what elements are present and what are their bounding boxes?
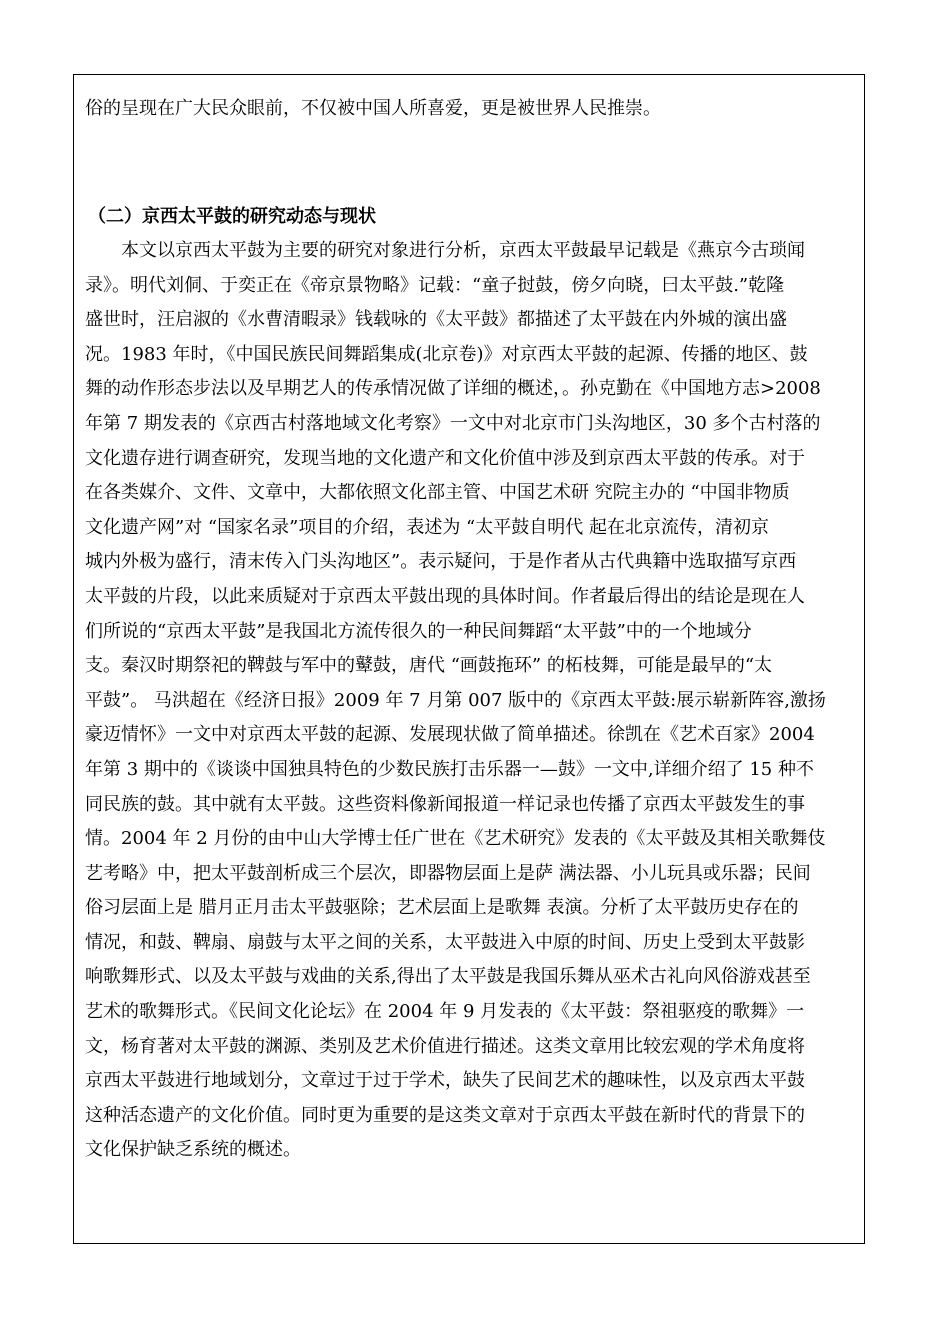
paragraph-line: 本文以京西太平鼓为主要的研究对象进行分析，京西太平鼓最早记载是《燕京今古琐闻	[121, 240, 805, 261]
paragraph-line: 年第 3 期中的《谈谈中国独具特色的少数民族打击乐器一—鼓》一文中,详细介绍了 15 种不	[85, 758, 814, 780]
paragraph-line: 舞的动作形态步法以及早期艺人的传承情况做了详细的概述，。孙克勤在《中国地方志>2008	[85, 378, 821, 400]
paragraph-line: 盛世时，汪启淑的《水曹清暇录》钱载咏的《太平鼓》都描述了太平鼓在内外城的演出盛	[85, 309, 787, 331]
paragraph-line: 况。1983 年时，《中国民族民间舞蹈集成(北京卷)》对京西太平鼓的起源、传播的地区、鼓	[85, 343, 808, 365]
paragraph-line: 太平鼓的片段，以此来质疑对于京西太平鼓出现的具体时间。作者最后得出的结论是现在人	[85, 585, 805, 607]
paragraph-line: 支。秦汉时期祭祀的鞞鼓与军中的鼙鼓，唐代 “画鼓拖环” 的柘枝舞，可能是最早的“太	[85, 655, 773, 677]
paragraph-line: 年第 7 期发表的《京西古村落地域文化考察》一文中对北京市门头沟地区，30 多个古村落的	[85, 412, 821, 434]
body-paragraph	[85, 234, 857, 1168]
paragraph-line: 平鼓”。 马洪超在《经济日报》2009 年 7 月第 007 版中的《京西太平鼓:展示崭新阵容,激扬	[85, 689, 826, 711]
paragraph-line: 情。2004 年 2 月份的由中山大学博士任广世在《艺术研究》发表的《太平鼓及其相关歌舞伎	[85, 828, 826, 850]
paragraph-line: 文化遗存进行调查研究，发现当地的文化遗产和文化价值中涉及到京西太平鼓的传承。对于	[85, 447, 805, 469]
paragraph-line: 豪迈情怀》一文中对京西太平鼓的起源、发展现状做了简单描述。徐凯在《艺术百家》2004	[85, 724, 815, 746]
paragraph-line: 艺术的歌舞形式。《民间文化论坛》在 2004 年 9 月发表的《太平鼓：祭祖驱疫的歌舞》一	[85, 1001, 805, 1023]
paragraph-line: 京西太平鼓进行地域划分，文章过于过于学术，缺失了民间艺术的趣味性，以及京西太平鼓	[85, 1070, 805, 1092]
paragraph-line: 文化保护缺乏系统的概述。	[85, 1139, 301, 1161]
paragraph-line: 艺考略》中，把太平鼓剖析成三个层次，即器物层面上是萨 满法器、小儿玩具或乐器；民间	[85, 862, 811, 884]
paragraph-line: 俗习层面上是 腊月正月击太平鼓驱除；艺术层面上是歌舞 表演。分析了太平鼓历史存在的	[85, 897, 799, 919]
paragraph-line: 文，杨育著对太平鼓的渊源、类别及艺术价值进行描述。这类文章用比较宏观的学术角度将	[85, 1035, 805, 1057]
paragraph-line: 在各类媒介、文件、文章中，大都依照文化部主管、中国艺术研 究院主办的 “中国非物质	[85, 482, 790, 504]
paragraph-line: 响歌舞形式、以及太平鼓与戏曲的关系,得出了太平鼓是我国乐舞从巫术古礼向风俗游戏甚至	[85, 966, 811, 988]
paragraph-line: 们所说的“京西太平鼓”是我国北方流传很久的一种民间舞蹈“太平鼓”中的一个地域分	[85, 620, 752, 642]
section-heading: （二）京西太平鼓的研究动态与现状	[88, 206, 376, 227]
paragraph-line: 这种活态遗产的文化价值。同时更为重要的是这类文章对于京西太平鼓在新时代的背景下的	[85, 1104, 805, 1126]
intro-line: 俗的呈现在广大民众眼前，不仅被中国人所喜爱，更是被世界人民推崇。	[85, 98, 661, 119]
paragraph-line: 同民族的鼓。其中就有太平鼓。这些资料像新闻报道一样记录也传播了京西太平鼓发生的事	[85, 793, 805, 815]
paragraph-line: 城内外极为盛行，清末传入门头沟地区”。表示疑问，于是作者从古代典籍中选取描写京西	[85, 551, 797, 573]
paragraph-line: 文化遗产网”对 “国家名录”项目的介绍，表述为 “太平鼓自明代 起在北京流传，清初京	[85, 516, 769, 538]
paragraph-line: 录》。明代刘侗、于奕正在《帝京景物略》记载：“童子挝鼓，傍夕向晓，曰太平鼓.”乾隆	[85, 274, 785, 296]
intro-block	[85, 92, 857, 127]
paragraph-line: 情况，和鼓、鞞扇、扇鼓与太平之间的关系，太平鼓进入中原的时间、历史上受到太平鼓影	[85, 931, 805, 953]
